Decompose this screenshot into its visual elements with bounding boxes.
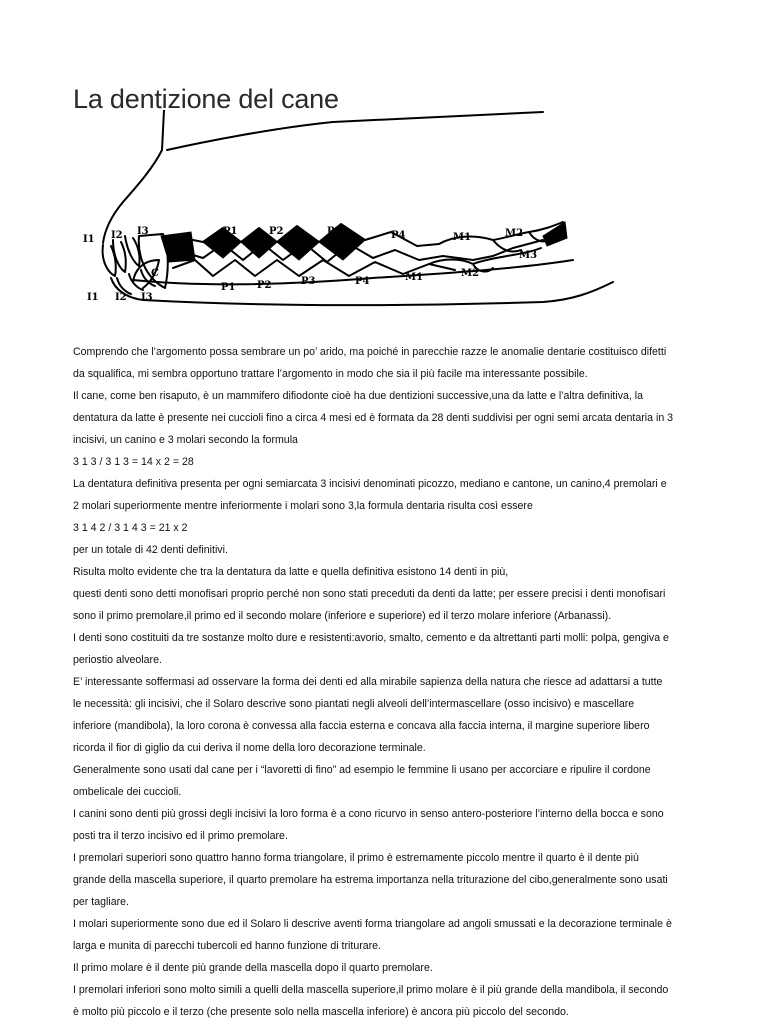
paragraph: I canini sono denti più grossi degli incisivi la loro forma è a cono ricurvo in senso antero-posteriore l’interno della bocca e sono posti tra il terzo incisivo ed il primo premolare. (73, 808, 664, 842)
paragraph: Il primo molare è il dente più grande della mascella dopo il quarto premolare. (73, 962, 433, 974)
paragraph: Comprendo che l’argomento possa sembrare un po’ arido, ma poiché in parecchie razze le anomalie dentarie costituisco difetti da squalifica, mi sembra opportuno trattare l’argomento in modo che sia il più facile ma interessante possibile. (73, 346, 667, 380)
paragraph: per un totale di 42 denti definitivi. (73, 544, 228, 556)
formula-permanent: 3 1 4 2 / 3 1 4 3 = 21 x 2 (73, 522, 188, 534)
dog-dentition-diagram (73, 110, 690, 310)
paragraph: I molari superiormente sono due ed il Solaro li descrive aventi forma triangolare ad angoli smussati e la decorazione terminale è larga e munita di parecchi tubercoli ed hanno funzione di triturare. (73, 918, 672, 952)
label-lower-m2: M2 (461, 268, 480, 279)
label-lower-i1: I1 (87, 292, 99, 303)
label-upper-m1: M1 (453, 232, 472, 243)
label-lower-i3: I3 (141, 292, 153, 303)
dentition-drawing (73, 110, 690, 310)
formula-deciduous: 3 1 3 / 3 1 3 = 14 x 2 = 28 (73, 456, 194, 468)
label-lower-p2: P2 (257, 280, 272, 291)
label-lower-p3: P3 (301, 276, 316, 287)
paragraph: Risulta molto evidente che tra la dentatura da latte e quella definitiva esistono 14 denti in più, questi denti sono detti monofisari proprio perché non sono stati preceduti da denti da latte; per essere precisi i denti monofisari sono il primo premolare,il primo ed il secondo molare (inferiore e superiore) ed il terzo molare inferiore (Arbanassi). (73, 566, 666, 622)
paragraph: I premolari superiori sono quattro hanno forma triangolare, il primo è estremamente piccolo mentre il quarto è il dente più grande della mascella superiore, il quarto premolare ha estrema importanza nella triturazione del cibo,generalmente sono usati per tagliare. (73, 852, 668, 908)
paragraph: E’ interessante soffermasi ad osservare la forma dei denti ed alla mirabile sapienza della natura che riesce ad adattarsi a tutte le necessità: gli incisivi, che il Solaro descrive sono piantati negli alveoli dell’intermascellare (osso incisivo) e mascellare inferiore (mandibola), la loro corona è convessa alla faccia esterna e concava alla faccia interna, il margine superiore libero ricorda il fior di giglio da cui deriva il nome della loro decorazione terminale. (73, 676, 663, 754)
label-upper-p1: P1 (223, 226, 238, 237)
paragraph: Il cane, come ben risaputo, è un mammifero difiodonte cioè ha due dentizioni successive,una da latte e l’altra definitiva, la dentatura da latte è presente nei cuccioli fino a circa 4 mesi ed è formata da 28 denti suddivisi per ogni semi arcata dentaria in 3 incisivi, un canino e 3 molari secondo la formula (73, 390, 674, 446)
label-upper-i2: I2 (111, 230, 123, 241)
paragraph: I denti sono costituiti da tre sostanze molto dure e resistenti:avorio, smalto, cemento e da altrettanti parti molli: polpa, gengiva e periostio alveolare. (73, 632, 669, 666)
label-upper-i3: I3 (137, 226, 149, 237)
label-lower-p1: P1 (221, 282, 236, 293)
paragraph: La dentatura definitiva presenta per ogni semiarcata 3 incisivi denominati picozzo, mediano e cantone, un canino,4 premolari e 2 molari superiormente mentre inferiormente i molari sono 3,la formula dentaria risulta così essere (73, 478, 667, 512)
paragraph: Generalmente sono usati dal cane per i “lavoretti di fino” ad esempio le femmine li usano per accorciare e ripulire il cordone ombelicale dei cuccioli. (73, 764, 651, 798)
label-upper-m3: M3 (519, 250, 538, 261)
article-body (73, 341, 703, 1023)
label-upper-p3: P3 (327, 226, 342, 237)
label-lower-c: C (151, 268, 159, 279)
label-upper-p4: P4 (391, 230, 406, 241)
label-upper-m2: M2 (505, 228, 524, 239)
label-upper-p2: P2 (269, 226, 284, 237)
label-lower-p4: P4 (355, 276, 370, 287)
label-upper-c: C (177, 252, 185, 263)
label-lower-m1: M1 (405, 272, 424, 283)
label-lower-i2: I2 (115, 292, 127, 303)
label-upper-i1: I1 (83, 234, 95, 245)
paragraph: I premolari inferiori sono molto simili a quelli della mascella superiore,il primo molare è il più grande della mandibola, il secondo è molto più piccolo e il terzo (che presente solo nella mascella inferiore) è ancora più piccolo del secondo. (73, 984, 669, 1018)
page-title: La dentizione del cane (73, 84, 339, 114)
